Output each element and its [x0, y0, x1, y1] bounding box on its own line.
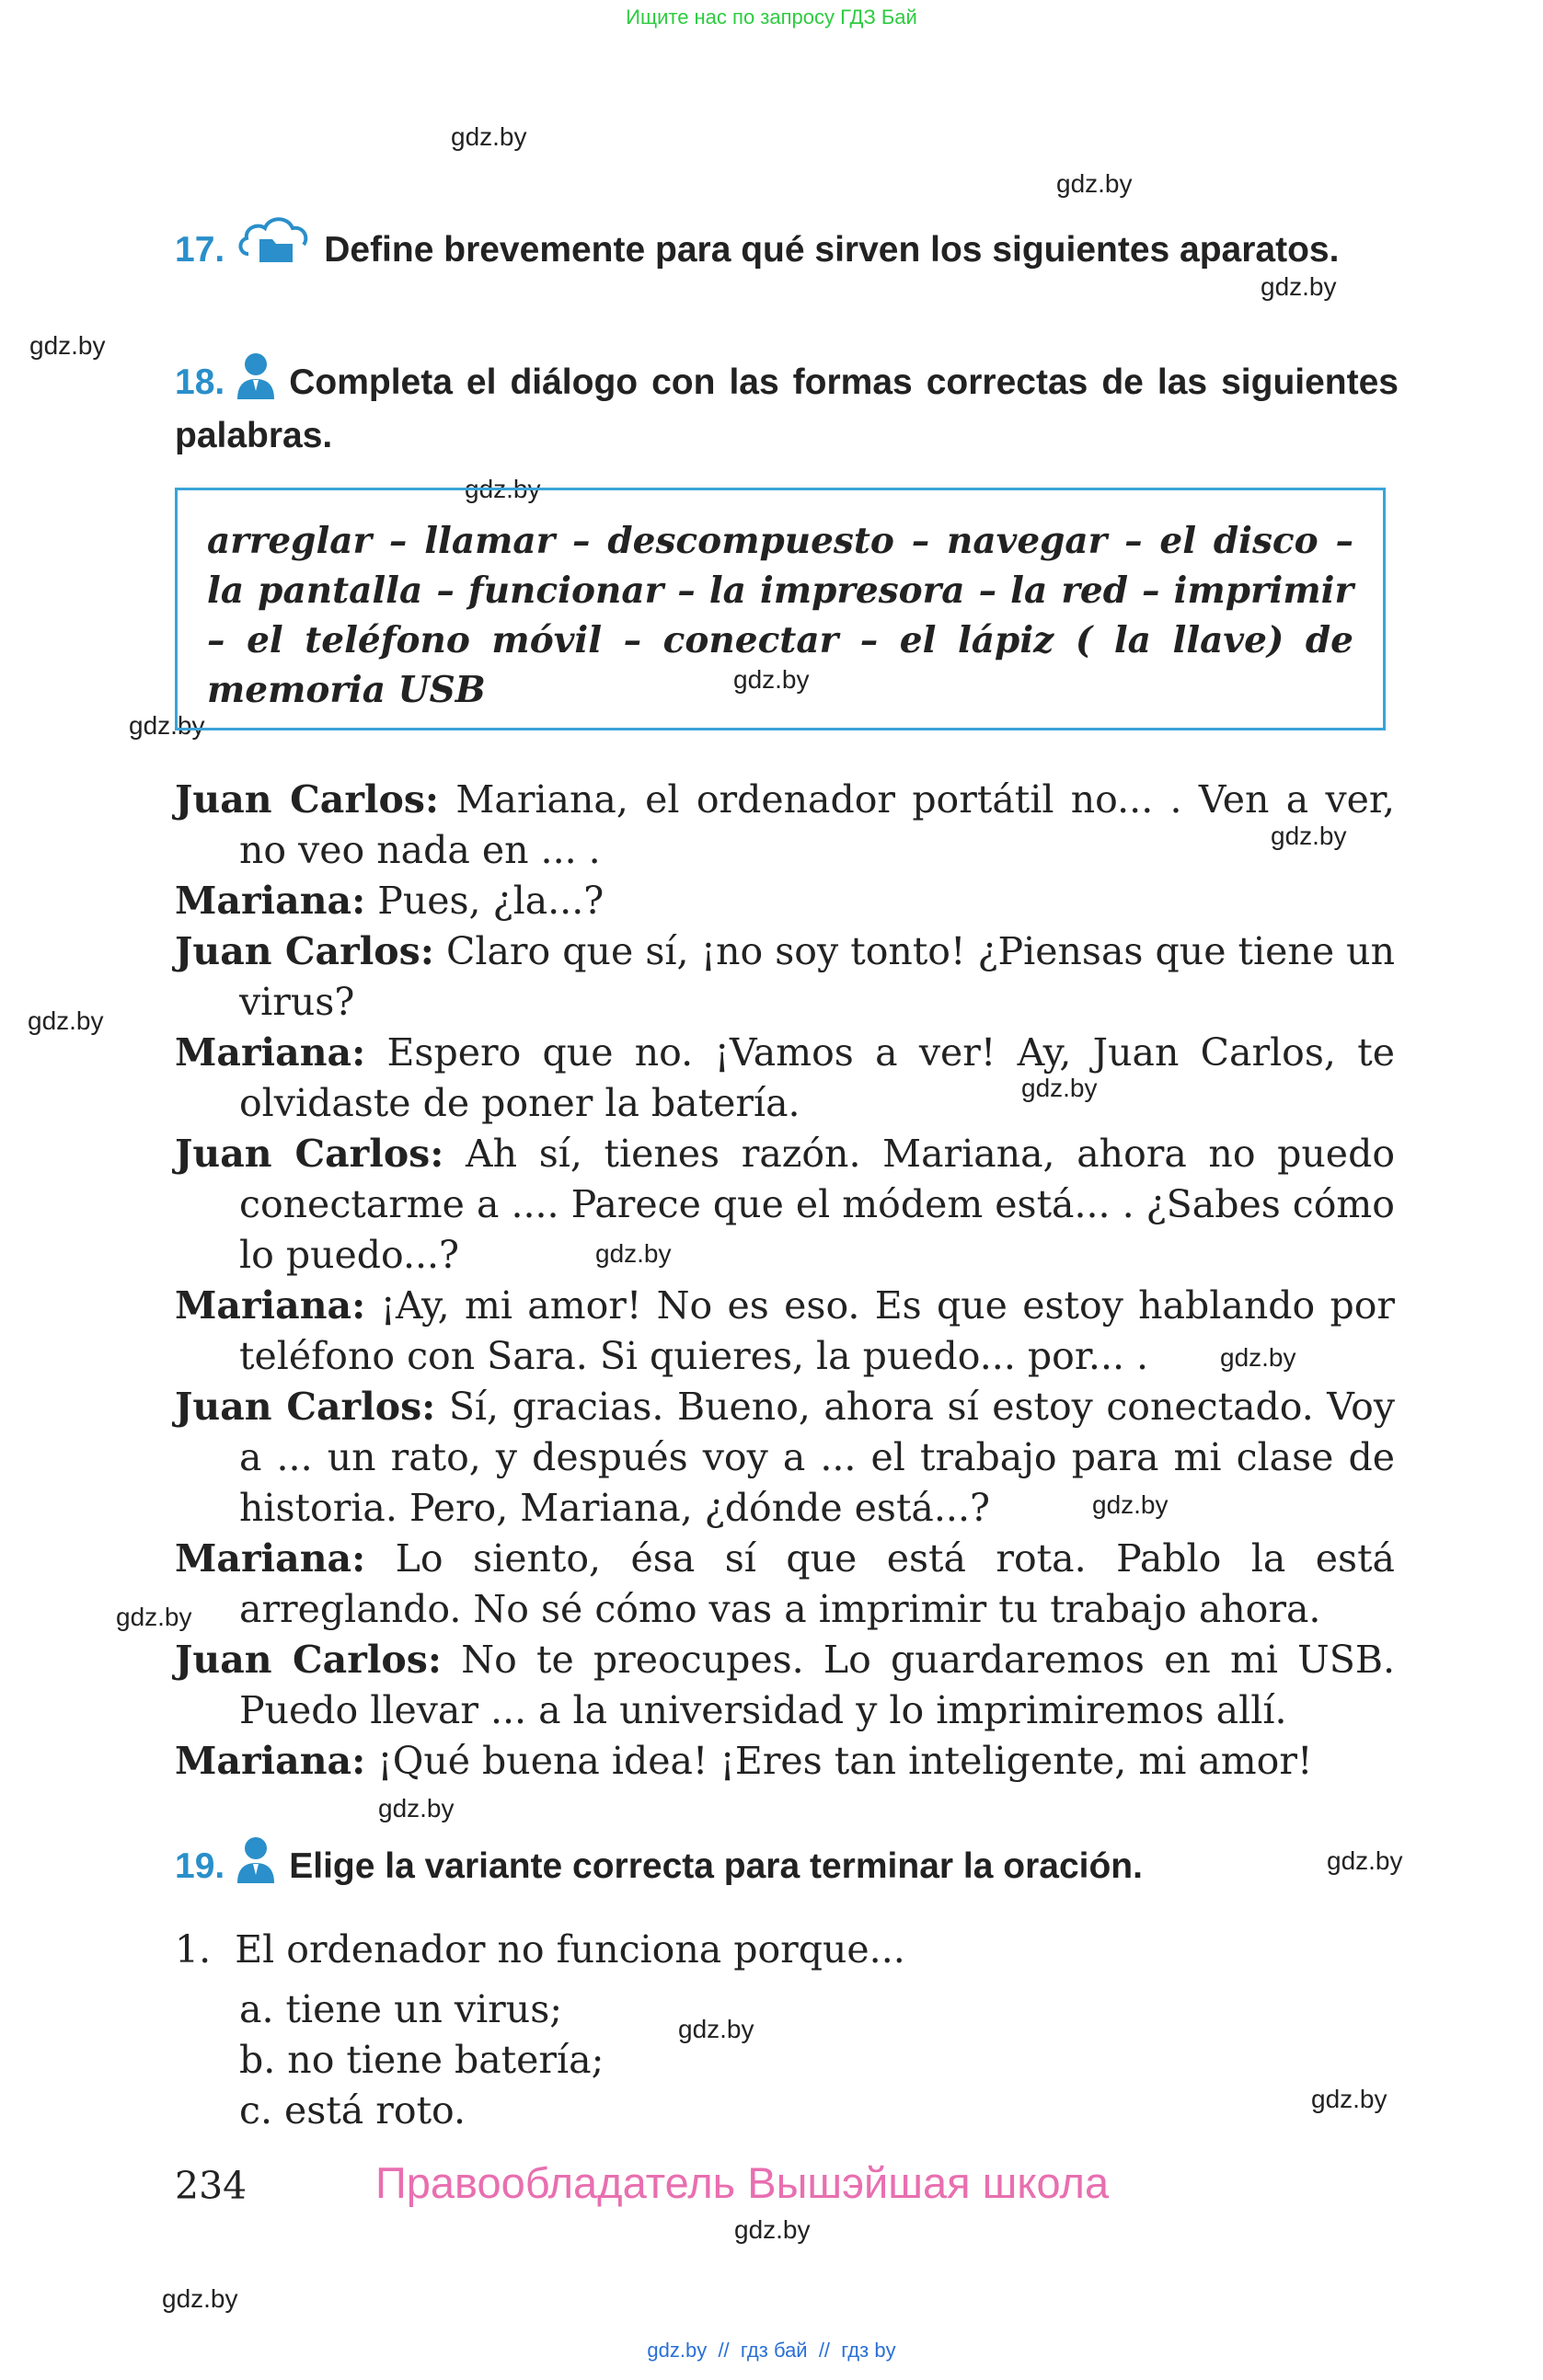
watermark: gdz.by — [129, 711, 205, 740]
page-number: 234 — [175, 2164, 248, 2208]
speaker: Juan Carlos: — [175, 929, 434, 973]
speaker: Mariana: — [175, 1030, 366, 1075]
task-text: Define brevemente para qué sirven los siguientes aparatos. — [324, 230, 1340, 270]
option-a: a. tiene un virus; — [239, 1987, 563, 2031]
watermark: gdz.by — [1311, 2085, 1388, 2113]
person-icon — [236, 1835, 276, 1896]
speaker: Juan Carlos: — [175, 1132, 444, 1176]
utterance: No te preocupes. Lo guardaremos en mi USB. Puedo llevar ... a la universidad y lo imprimiremos allí. — [239, 1638, 1395, 1732]
watermark: gdz.by — [1327, 1846, 1403, 1875]
watermark: gdz.by — [595, 1239, 672, 1268]
utterance: ¡Qué buena idea! ¡Eres tan inteligente, mi amor! — [377, 1739, 1313, 1783]
footer-links[interactable]: gdz.by // гдз бай // гдз by — [647, 2339, 896, 2362]
task-number: 17. — [175, 230, 225, 270]
utterance: ¡Ay, mi amor! No es eso. Es que estoy hablando por teléfono con Sara. Si quieres, la puedo... por... . — [239, 1283, 1395, 1378]
utterance: Espero que no. ¡Vamos a ver! Ay, Juan Carlos, te olvidaste de poner la batería. — [239, 1030, 1395, 1125]
speaker: Mariana: — [175, 879, 366, 923]
rights-holder: Правообладатель Вышэйшая школа — [375, 2158, 1110, 2207]
speaker: Juan Carlos: — [175, 1638, 442, 1682]
watermark: gdz.by — [1056, 169, 1133, 198]
utterance: Pues, ¿la...? — [377, 879, 605, 923]
watermark: gdz.by — [116, 1603, 192, 1631]
utterance: Mariana, el ordenador portátil no... . Ven a ver, no veo nada en ... . — [239, 777, 1396, 872]
watermark: gdz.by — [28, 1006, 104, 1035]
task-17 — [175, 212, 1399, 280]
question-number: 1. — [175, 1927, 212, 1972]
utterance: Sí, gracias. Bueno, ahora sí estoy conectado. Voy a ... un rato, y después voy a ... el trabajo para mi clase de historia. Pero, Mariana, ¿dónde está...? — [239, 1385, 1395, 1530]
dialog-line — [175, 1382, 1395, 1534]
watermark: gdz.by — [733, 665, 810, 694]
dialog-line — [175, 1281, 1395, 1382]
cloud-folder-icon — [236, 212, 311, 280]
option-c: c. está roto. — [239, 2088, 466, 2133]
utterance: Claro que sí, ¡no soy tonto! ¿Piensas que tiene un virus? — [239, 929, 1395, 1024]
task-18 — [175, 351, 1399, 460]
watermark: gdz.by — [1021, 1074, 1098, 1102]
word-bank-text: arreglar – llamar – descompuesto – navegar – el disco – la pantalla – funcionar – la impresora – la red – imprimir – el teléfono móvil – conectar – el lápiz ( la llave) de memoria USB — [207, 520, 1353, 711]
task-19 — [175, 1835, 1399, 1896]
dialog-line — [175, 1028, 1395, 1129]
watermark: gdz.by — [162, 2284, 238, 2313]
question-stem: 1. El ordenador no funciona porque... — [175, 1927, 905, 1972]
task-number: 18. — [175, 362, 225, 402]
watermark: gdz.by — [1092, 1490, 1169, 1519]
watermark: gdz.by — [1220, 1343, 1296, 1372]
task-number: 19. — [175, 1846, 225, 1886]
speaker: Mariana: — [175, 1536, 366, 1581]
word-bank-box — [175, 488, 1386, 730]
speaker: Juan Carlos: — [175, 777, 440, 822]
watermark: gdz.by — [451, 122, 527, 151]
speaker: Juan Carlos: — [175, 1385, 436, 1429]
speaker: Mariana: — [175, 1283, 366, 1328]
watermark: gdz.by — [465, 475, 541, 503]
dialog-line — [175, 1534, 1395, 1635]
dialog-line — [175, 775, 1395, 876]
watermark: gdz.by — [1271, 822, 1347, 850]
dialog-line — [175, 1129, 1395, 1281]
utterance: Ah sí, tienes razón. Mariana, ahora no puedo conectarme a .... Parece que el módem está... . ¿Sabes cómo lo puedo...? — [239, 1132, 1395, 1277]
dialog-line — [175, 1736, 1395, 1787]
dialog-line — [175, 1635, 1395, 1736]
person-icon — [236, 351, 276, 412]
top-banner[interactable]: Ищите нас по запросу ГДЗ Бай — [626, 6, 917, 29]
task-text: Completa el diálogo con las formas correctas de las siguientes palabras. — [175, 362, 1399, 455]
utterance: Lo siento, ésa sí que está rota. Pablo la está arreglando. No sé cómo vas a imprimir tu trabajo ahora. — [239, 1536, 1395, 1631]
watermark: gdz.by — [29, 331, 106, 360]
question-1 — [175, 1925, 1371, 2136]
dialog — [175, 775, 1395, 1787]
watermark: gdz.by — [378, 1794, 455, 1822]
dialog-line — [175, 876, 1395, 926]
dialog-line — [175, 926, 1395, 1028]
watermark: gdz.by — [1261, 272, 1337, 301]
watermark: gdz.by — [678, 2015, 754, 2043]
watermark: gdz.by — [734, 2215, 811, 2244]
options-list — [239, 1984, 1371, 2136]
task-text: Elige la variante correcta para terminar la oración. — [289, 1846, 1143, 1886]
option-b: b. no tiene batería; — [239, 2038, 605, 2082]
speaker: Mariana: — [175, 1739, 366, 1783]
